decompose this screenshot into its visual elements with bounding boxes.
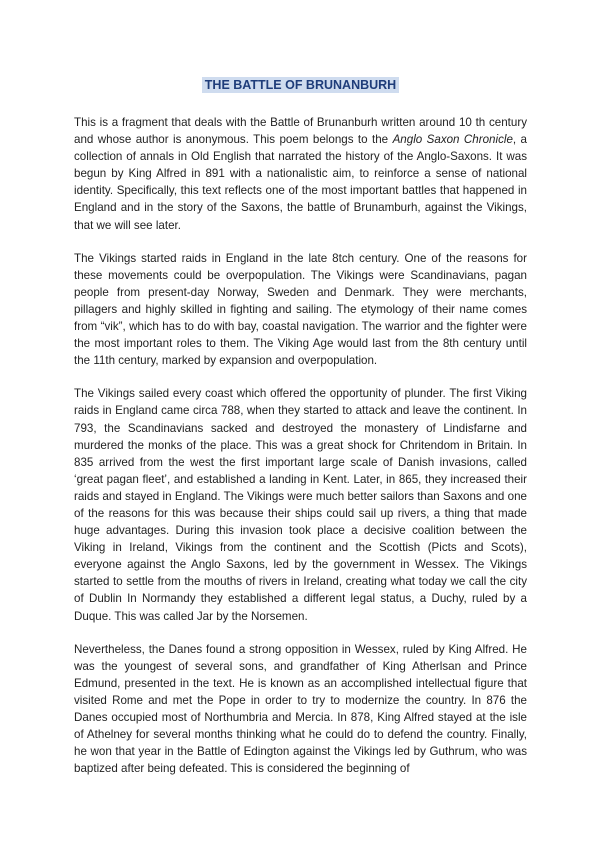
paragraph-3: The Vikings sailed every coast which offered the opportunity of plunder. The first Viking raids in England came circa 788, when they started to attack and leave the continent. In 793, the Scandinavians sacked and destroyed the monastery of Lindisfarne and murdered the monks of the place. This was a great shock for Chritendom in Britain. In 835 arrived from the west the first important large scale of Danish invasions, called ‘great pagan fleet’, and established a landing in Kent. Later, in 865, they increased their raids and stayed in England. The Vikings were much better sailors than Saxons and one of the reasons for this was because their ships could sail up rivers, a thing that made huge advantages. During this invasion took place a decisive coalition between the Viking in Ireland, Vikings from the continent and the Scottish (Picts and Scots), everyone against the Anglo Saxons, led by the government in Wessex. The Vikings started to settle from the mouths of rivers in Ireland, creating what today we call the city of Dublin In Normandy they established a different legal status, a Duchy, ruled by a Duque. This was called Jar by the Norsemen. (74, 387, 527, 623)
paragraph-1 (74, 114, 527, 234)
paragraph-1-italic: Anglo Saxon Chronicle (392, 133, 513, 147)
paragraph-1-before: This is a fragment that deals with the Battle of Brunanburh written around 10 th century and whose author is anonymous. This poem belongs to the (74, 116, 527, 147)
document-title-wrap (74, 70, 527, 93)
paragraph-2: The Vikings started raids in England in the late 8tch century. One of the reasons for these movements could be overpopulation. The Vikings were Scandinavians, pagan people from present-day Norway, Sweden and Denmark. They were merchants, pillagers and highly skilled in fighting and sailing. The etymology of their name comes from “vik”, which has to do with bay, coastal navigation. The warrior and the fighter were the most important roles to them. The Viking Age would last from the 8th century until the 11th century, marked by expansion and overpopulation. (74, 251, 527, 368)
document-title: THE BATTLE OF BRUNANBURH (202, 77, 399, 93)
paragraph-4: Nevertheless, the Danes found a strong opposition in Wessex, ruled by King Alfred. He was the youngest of several sons, and grandfather of King Atherlsan and Prince Edmund, presented in the text. He is known as an accomplished intellectual figure that visited Rome and met the Pope in order to try to modernize the country. In 876 the Danes occupied most of Northumbria and Mercia. In 878, King Alfred stayed at the isle of Athelney for several months thinking what he could do to defend the country. Finally, he won that year in the Battle of Edington against the Vikings led by Guthrum, who was baptized after being defeated. This is considered the beginning of (74, 642, 527, 776)
paragraph-1-after: , a collection of annals in Old English that narrated the history of the Anglo-Saxons. It was begun by King Alfred in 891 with a nationalistic aim, to reinforce a sense of national identity. Specifically, this text reflects one of the most important battles that happened in England and in the story of the Saxons, the battle of Brunamburh, against the Vikings, that we will see later. (74, 133, 527, 232)
